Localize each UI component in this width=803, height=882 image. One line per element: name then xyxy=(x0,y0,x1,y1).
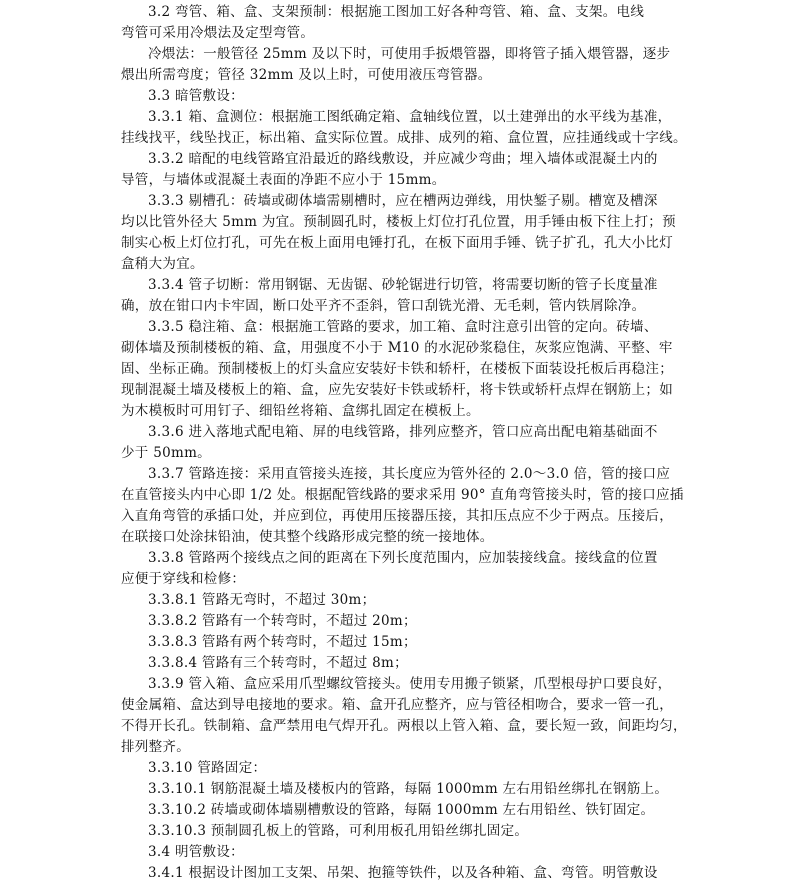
list-item: 3.3.8.2 管路有一个转弯时，不超过 20m； xyxy=(148,613,417,629)
list-item: 3.3.10.2 砖墙或砌体墙剔槽敷设的管路，每隔 1000mm 左右用铅丝、铁钉固定。 xyxy=(148,802,655,818)
section-heading: 3.4 明管敷设： xyxy=(148,844,244,860)
text-line: 3.4.1 根据设计图加工支架、吊架、抱箍等铁件，以及各种箱、盒、弯管。明管敷设 xyxy=(148,865,658,881)
text-line: 使金属箱、盒达到导电接地的要求。箱、盒开孔应整齐，应与管径相吻合，要求一管一孔， xyxy=(121,697,673,713)
text-line: 3.3.4 管子切断：常用钢锯、无齿锯、砂轮锯进行切管，将需要切断的管子长度量准 xyxy=(148,277,658,293)
text-line: 确，放在钳口内卡牢固，断口处平齐不歪斜，管口刮铣光滑、无毛刺，管内铁屑除净。 xyxy=(121,298,646,314)
text-line: 3.3.9 管入箱、盒应采用爪型螺纹管接头。使用专用搬子锁紧，爪型根母护口要良好， xyxy=(148,676,672,692)
text-line: 为木模板时可用钉子、细铅丝将箱、盒绑扎固定在模板上。 xyxy=(121,403,480,419)
text-line: 3.3.7 管路连接：采用直管接头连接，其长度应为管外径的 2.0～3.0 倍，管的接口应 xyxy=(148,466,671,482)
section-heading: 3.3 暗管敷设： xyxy=(148,88,244,104)
text-line: 冷煨法：一般管径 25mm 及以下时，可使用手扳煨管器，即将管子插入煨管器，逐步 xyxy=(148,46,671,62)
text-line: 排列整齐。 xyxy=(121,739,190,755)
text-line: 3.3.3 剔槽孔：砖墙或砌体墙需剔槽时，应在槽两边弹线，用快錾子剔。槽宽及槽深 xyxy=(148,193,658,209)
text-line: 入直角弯管的承插口处，并应到位，再使用压接器压接，其扣压点应不少于两点。压接后， xyxy=(121,508,673,524)
section-heading: 3.3.10 管路固定： xyxy=(148,760,267,776)
text-line: 弯管可采用冷煨法及定型弯管。 xyxy=(121,25,315,41)
text-line: 3.3.5 稳注箱、盒：根据施工管路的要求，加工箱、盒时注意引出管的定向。砖墙、 xyxy=(148,319,658,335)
list-item: 3.3.8.4 管路有三个转弯时，不超过 8m； xyxy=(148,655,408,671)
text-line: 固、坐标正确。预制楼板上的灯头盒应安装好卡铁和轿杆，在楼板下面装设托板后再稳注； xyxy=(121,361,673,377)
text-line: 煨出所需弯度；管径 32mm 及以上时，可使用液压弯管器。 xyxy=(121,67,492,83)
text-line: 3.3.8 管路两个接线点之间的距离在下列长度范围内，应加装接线盒。接线盒的位置 xyxy=(148,550,658,566)
list-item: 3.3.10.3 预制圆孔板上的管路，可利用板孔用铅丝绑扎固定。 xyxy=(148,823,529,839)
text-line: 砌体墙及预制楼板的箱、盒，用强度不小于 M10 的水泥砂浆稳住，灰浆应饱满、平整、牢 xyxy=(121,340,673,356)
text-line: 盒稍大为宜。 xyxy=(121,256,204,272)
text-line: 挂线找平，线坠找正，标出箱、盒实际位置。成排、成列的箱、盒位置，应挂通线或十字线。 xyxy=(121,130,687,146)
list-item: 3.3.10.1 钢筋混凝土墙及楼板内的管路，每隔 1000mm 左右用铅丝绑扎在钢筋上。 xyxy=(148,781,669,797)
text-line: 3.2 弯管、箱、盒、支架预制：根据施工图加工好各种弯管、箱、盒、支架。电线 xyxy=(148,4,645,20)
text-line: 不得开长孔。铁制箱、盒严禁用电气焊开孔。两根以上管入箱、盒，要长短一致，间距均匀， xyxy=(121,718,687,734)
text-line: 现制混凝土墙及楼板上的箱、盒，应先安装好卡铁或轿杆，将卡铁或轿杆点焊在钢筋上；如 xyxy=(121,382,673,398)
text-line: 导管，与墙体或混凝土表面的净距不应小于 15mm。 xyxy=(121,172,446,188)
text-line: 3.3.2 暗配的电线管路宜沿最近的路线敷设，并应减少弯曲；埋入墙体或混凝土内的 xyxy=(148,151,658,167)
text-line: 均以比管外径大 5mm 为宜。预制圆孔时，楼板上灯位打孔位置，用手锤由板下往上打；预 xyxy=(121,214,676,230)
text-line: 应便于穿线和检修： xyxy=(121,571,246,587)
text-line: 3.3.6 进入落地式配电箱、屏的电线管路，排列应整齐，管口应高出配电箱基础面不 xyxy=(148,424,658,440)
list-item: 3.3.8.1 管路无弯时，不超过 30m； xyxy=(148,592,376,608)
text-line: 少于 50mm。 xyxy=(121,445,211,461)
text-line: 3.3.1 箱、盒测位：根据施工图纸确定箱、盒轴线位置，以土建弹出的水平线为基准， xyxy=(148,109,672,125)
list-item: 3.3.8.3 管路有两个转弯时，不超过 15m； xyxy=(148,634,417,650)
text-line: 在直管接头内中心即 1/2 处。根据配管线路的要求采用 90° 直角弯管接头时，管的接口应插 xyxy=(121,487,684,503)
text-line: 在联接口处涂抹铅油，使其整个线路形成完整的统一接地体。 xyxy=(121,529,494,545)
text-line: 制实心板上灯位打孔，可先在板上面用电锤打孔，在板下面用手锤、铣子扩孔，孔大小比灯 xyxy=(121,235,673,251)
